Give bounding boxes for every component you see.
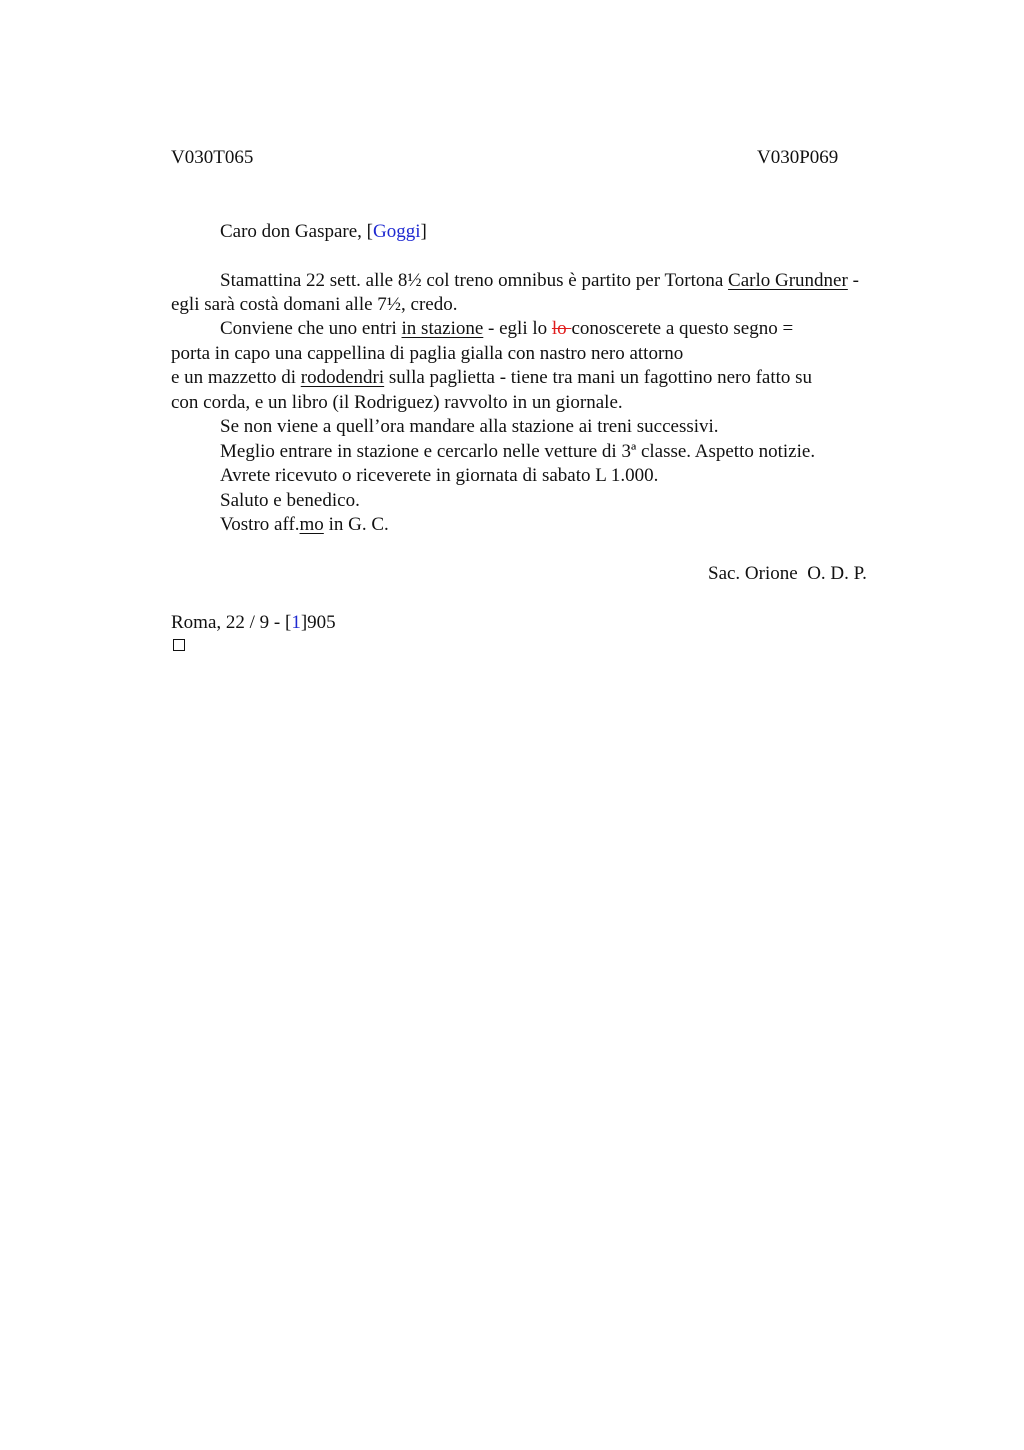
salutation <box>220 220 427 244</box>
paragraph-1-line-1 <box>220 269 859 293</box>
date-suffix: ]905 <box>300 612 336 633</box>
p2-underlined-phrase: in stazione <box>401 318 484 339</box>
paragraph-3: Se non viene a quell’ora mandare alla stazione ai treni successivi. <box>220 416 719 437</box>
closing-text-a: Vostro aff. <box>220 514 300 535</box>
p2-deleted-word: lo <box>551 318 572 339</box>
p2-text-c: conoscerete a questo segno = <box>571 318 794 339</box>
paragraph-2-line-4: con corda, e un libro (il Rodriguez) ravvolto in un giornale. <box>171 392 623 413</box>
p1-tail: - <box>847 270 859 291</box>
salutation-prefix: Caro don Gaspare, [ <box>220 221 374 242</box>
date-line <box>171 611 336 635</box>
archive-code-right: V030P069 <box>757 147 839 168</box>
p1-underlined-name: Carlo Grundner <box>728 270 848 291</box>
date-prefix: Roma, 22 / 9 - [ <box>171 612 292 633</box>
paragraph-1-line-2: egli sarà costà domani alle 7½, credo. <box>171 294 458 315</box>
p2-underlined-word: rododendri <box>300 367 385 388</box>
p1-text: Stamattina 22 sett. alle 8½ col treno omnibus è partito per Tortona <box>220 270 729 291</box>
empty-square-mark <box>173 639 185 651</box>
paragraph-4: Meglio entrare in stazione e cercarlo nelle vetture di 3ª classe. Aspetto notizie. <box>220 441 816 462</box>
salutation-editorial-name: Goggi <box>373 221 421 242</box>
p2-text-b: - egli lo <box>483 318 552 339</box>
closing-text-b: in G. C. <box>323 514 389 535</box>
archive-code-left: V030T065 <box>171 147 254 168</box>
paragraph-2-line-3 <box>171 366 812 390</box>
p2-line3-text-b: sulla paglietta - tiene tra mani un fagottino nero fatto su <box>384 367 813 388</box>
paragraph-6: Saluto e benedico. <box>220 490 360 511</box>
closing-underlined: mo <box>299 514 324 535</box>
signature: Sac. Orione O. D. P. <box>708 563 867 584</box>
paragraph-5: Avrete ricevuto o riceverete in giornata di sabato L 1.000. <box>220 465 659 486</box>
date-editorial-digit: 1 <box>291 612 301 633</box>
paragraph-2-line-1 <box>220 317 793 341</box>
salutation-suffix: ] <box>420 221 427 242</box>
closing <box>220 513 389 537</box>
paragraph-2-line-2: porta in capo una cappellina di paglia gialla con nastro nero attorno <box>171 343 684 364</box>
p2-text-a: Conviene che uno entri <box>220 318 402 339</box>
p2-line3-text-a: e un mazzetto di <box>171 367 301 388</box>
